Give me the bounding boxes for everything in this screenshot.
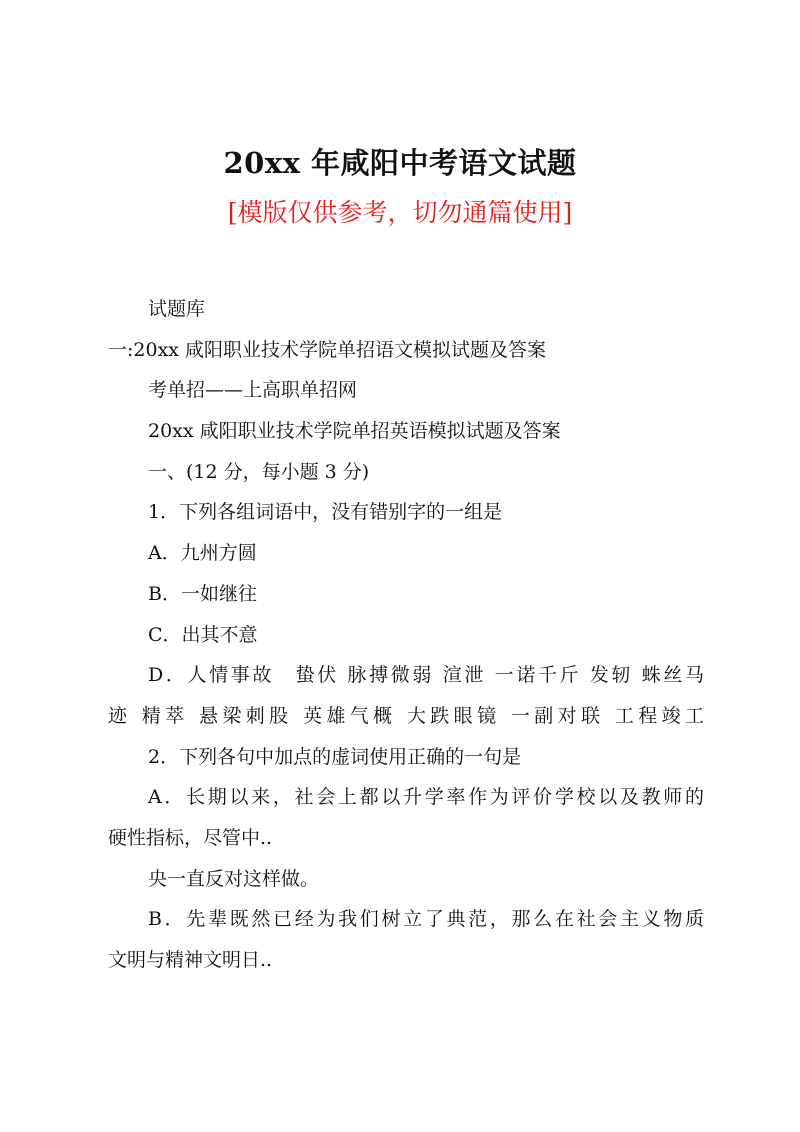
body-line-section-one: 一:20xx 咸阳职业技术学院单招语文模拟试题及答案: [108, 338, 547, 361]
question-1-option-a: A．九州方圆: [148, 542, 257, 565]
body-line-question-bank: 试题库: [148, 298, 206, 320]
body-line-english-test: 20xx 咸阳职业技术学院单招英语模拟试题及答案: [148, 420, 561, 443]
body-line-site-name: 考单招——上高职单招网: [148, 379, 358, 402]
body-line-part-one-heading: 一、(12 分，每小题 3 分): [148, 460, 370, 483]
question-2-stem: 2．下列各句中加点的虚词使用正确的一句是: [148, 745, 522, 768]
question-2-option-a-end: 央一直反对这样做。: [148, 867, 320, 890]
question-2-option-a: A．长期以来，社会上都以升学率作为评价学校以及教师的: [148, 786, 704, 809]
question-2-option-a-continued: 硬性指标，尽管中..: [108, 826, 273, 849]
question-1-stem: 1．下列各组词语中，没有错别字的一组是: [148, 501, 503, 524]
document-title: 20xx 年咸阳中考语文试题: [223, 146, 577, 180]
question-2-option-b: B．先辈既然已经为我们树立了典范，那么在社会主义物质: [148, 908, 704, 931]
document-body: [108, 289, 704, 981]
question-1-option-d-continued: 迹 精萃 悬梁刺股 英雄气概 大跌眼镜 一副对联 工程竣工: [108, 704, 704, 727]
question-1-option-c: C．出其不意: [148, 623, 258, 646]
question-1-option-d: D．人情事故 蛰伏 脉搏微弱 渲泄 一诺千斤 发轫 蛛丝马: [148, 664, 704, 687]
document-subtitle: [模版仅供参考，切勿通篇使用]: [227, 198, 573, 227]
question-1-option-b: B．一如继往: [148, 582, 257, 605]
question-2-option-b-continued: 文明与精神文明日..: [108, 949, 273, 971]
